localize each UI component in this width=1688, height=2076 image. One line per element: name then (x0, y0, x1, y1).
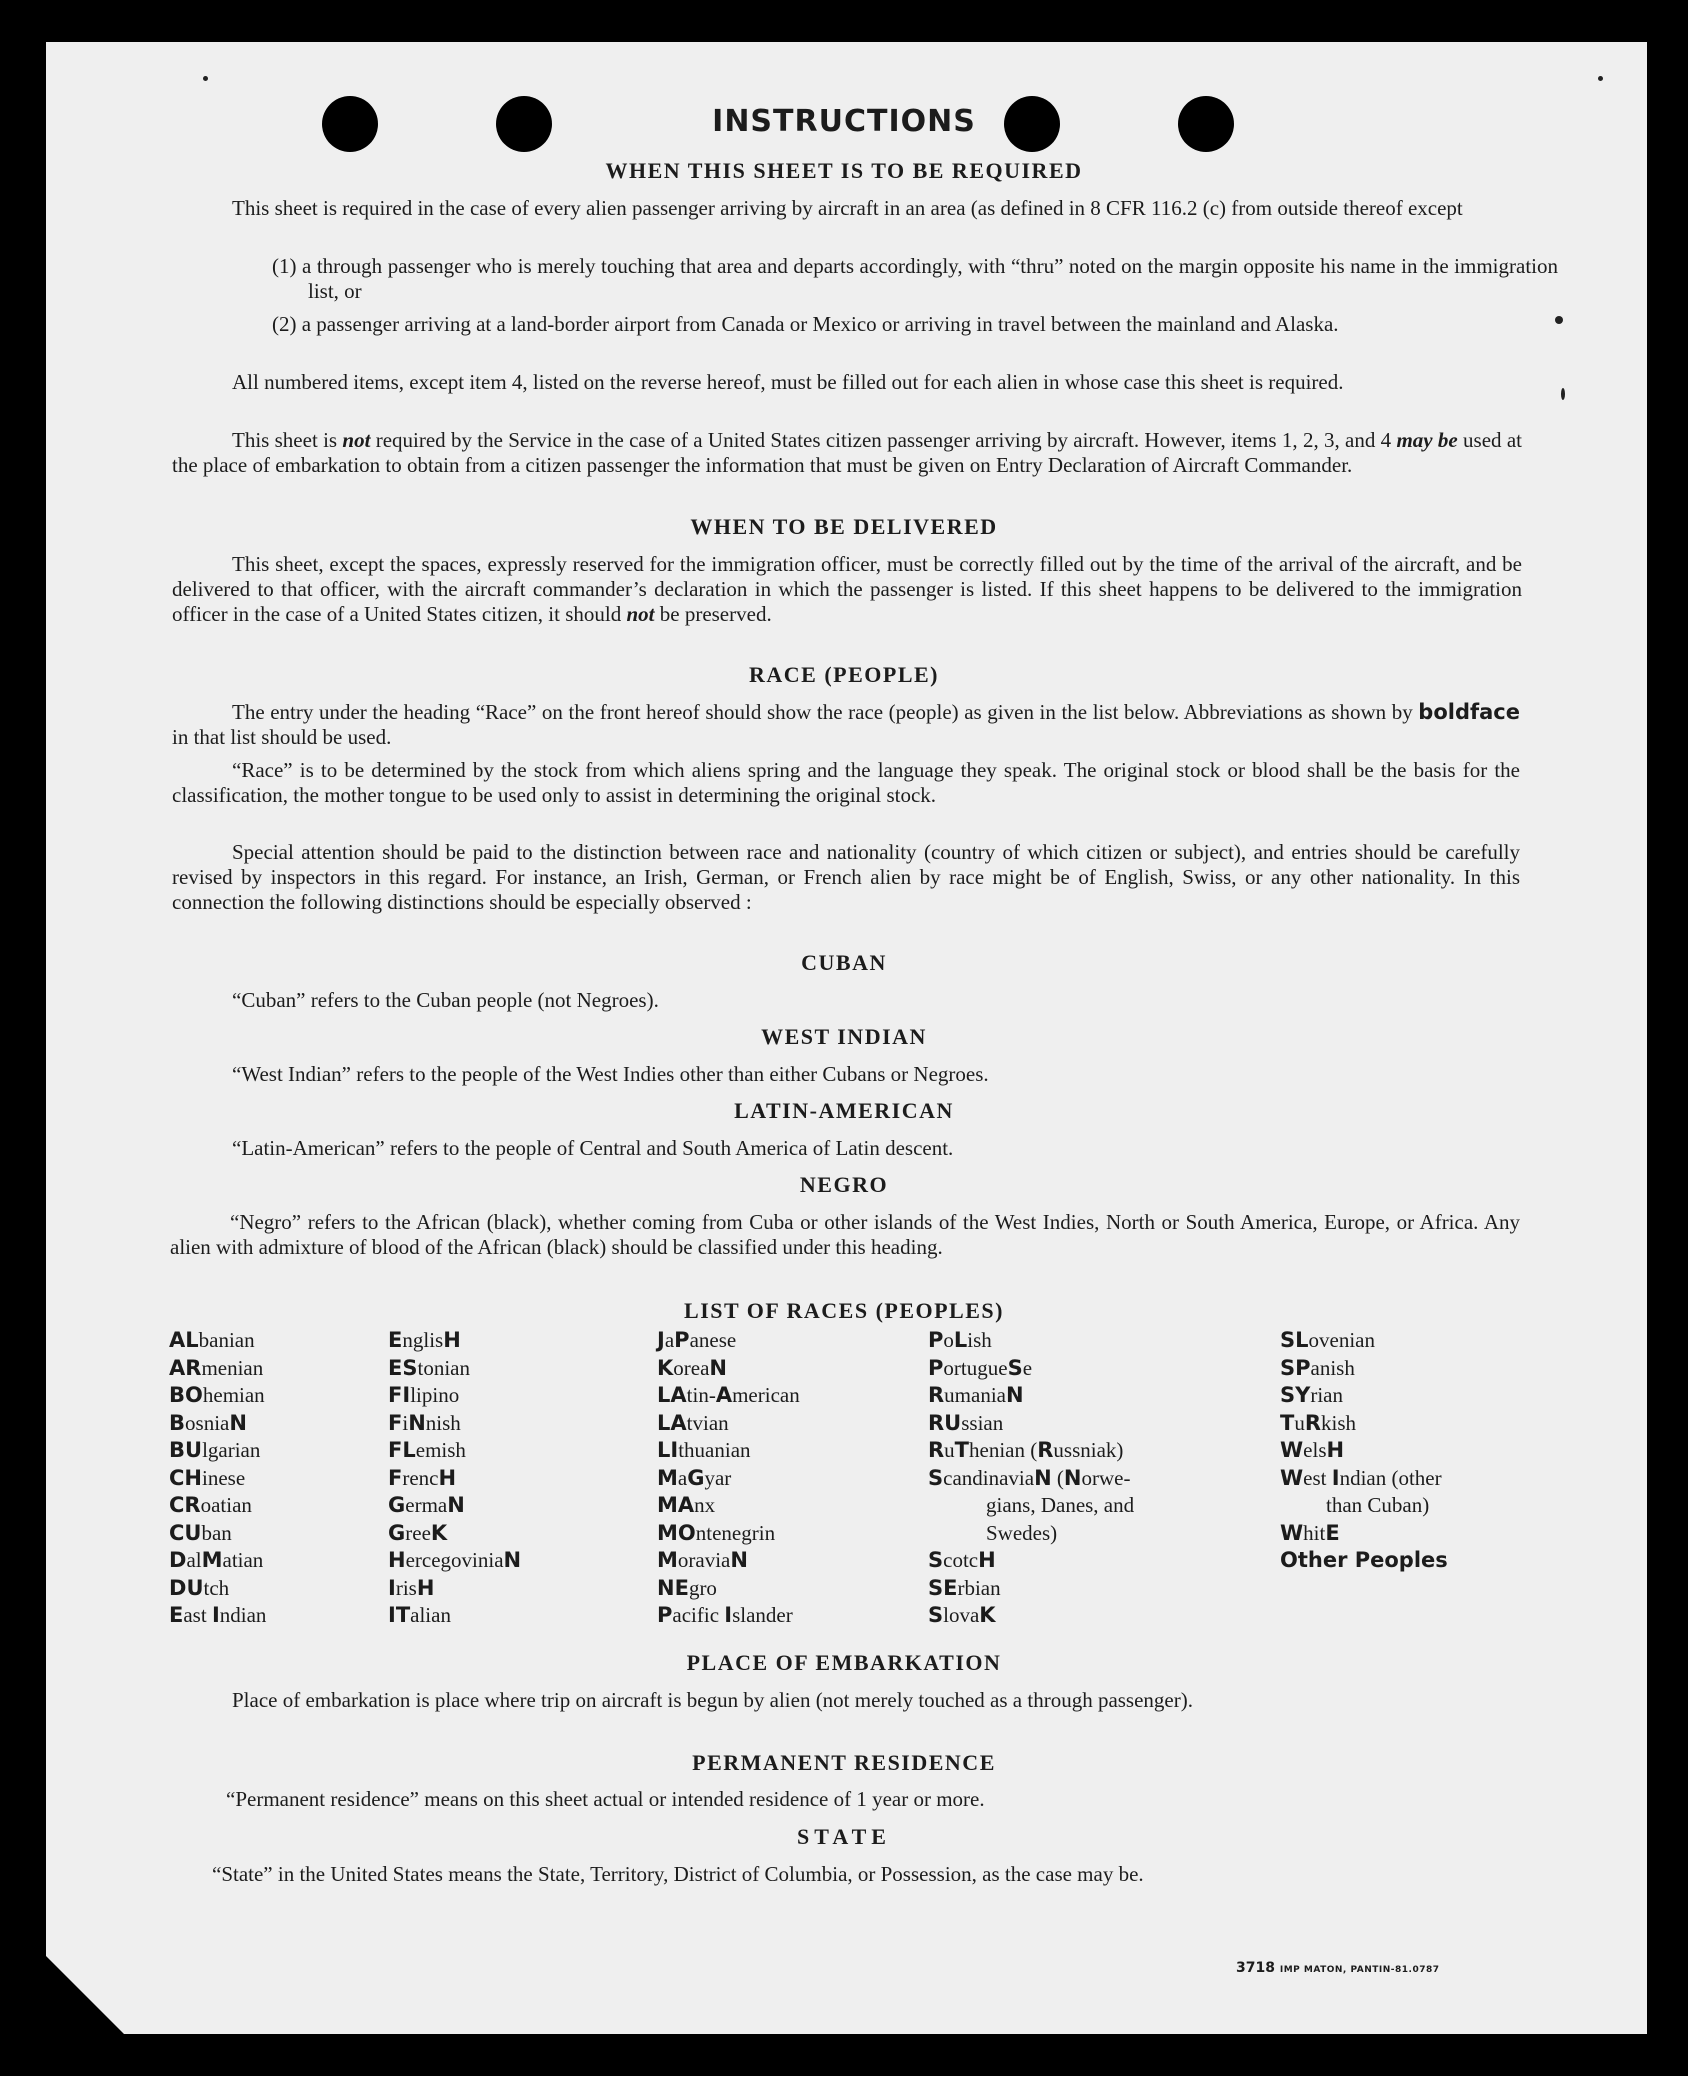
race-item: EStonian (388, 1355, 470, 1380)
race-item: ITalian (388, 1603, 451, 1627)
race-item: TuRkish (1280, 1410, 1357, 1435)
race-item: LAtin-American (657, 1383, 800, 1407)
speck (1598, 76, 1603, 81)
section-heading-required: WHEN THIS SHEET IS TO BE REQUIRED (605, 158, 1083, 183)
race-item: SErbian (928, 1575, 1001, 1600)
race-item: SPanish (1280, 1355, 1355, 1380)
speck (1561, 388, 1565, 400)
race-item: RuThenian (Russniak) (928, 1438, 1124, 1462)
race-item: East Indian (169, 1603, 267, 1627)
cuban-text: “Cuban” refers to the Cuban people (not Negroes). (232, 988, 659, 1012)
race-item: SLovenian (1280, 1328, 1375, 1352)
delivered-text: This sheet, except the spaces, expressly reserved for the immigration officer, must be correctly filled out by the time of the arrival of the aircraft, and be delivered to that officer, with the aircraft commander’s declaration in which the passenger is listed. If this sheet happens to be delivered to the immigration officer in the case of a United States citizen, it should not be preserved. (172, 552, 1522, 626)
race-item: FiNnish (388, 1410, 461, 1435)
residence-text: “Permanent residence” means on this sheet actual or intended residence of 1 year or more. (226, 1787, 985, 1811)
state-text: “State” in the United States means the State, Territory, District of Columbia, or Possession, as the case may be. (212, 1862, 1144, 1886)
race-item: CRoatian (169, 1493, 252, 1517)
race-item: DUtch (169, 1575, 230, 1600)
race-item: BOhemian (169, 1383, 265, 1407)
embarkation-text: Place of embarkation is place where trip on aircraft is begun by alien (not merely touched as a through passenger). (232, 1688, 1193, 1712)
race-item: WhitE (1280, 1520, 1340, 1545)
section-heading-cuban: CUBAN (801, 950, 887, 975)
race-item: Other Peoples (1280, 1548, 1448, 1572)
section-heading-delivered: WHEN TO BE DELIVERED (690, 514, 998, 539)
race-item: GreeK (388, 1520, 448, 1545)
latin-american-text: “Latin-American” refers to the people of Central and South America of Latin descent. (232, 1136, 954, 1160)
race-item: WelsH (1280, 1438, 1345, 1462)
race-item: Pacific Islander (657, 1603, 793, 1627)
race-item: PoLish (928, 1328, 992, 1352)
west-indian-text: “West Indian” refers to the people of the West Indies other than either Cubans or Negroes. (232, 1062, 989, 1086)
race-item: SlovaK (928, 1603, 996, 1627)
race-item: NEgro (657, 1575, 717, 1600)
race-list-column-5 (1280, 1327, 1448, 1575)
required-intro: This sheet is required in the case of every alien passenger arriving by aircraft in an area (as defined in 8 CFR 116.2 (c) from outside thereof except (232, 196, 1463, 220)
race-item: KoreaN (657, 1355, 727, 1380)
race-item: SYrian (1280, 1383, 1343, 1407)
race-item: JaPanese (657, 1328, 737, 1352)
exception-item-2: (2) a passenger arriving at a land-border airport from Canada or Mexico or arriving in travel between the mainland and Alaska. (272, 312, 1339, 336)
race-item: ARmenian (169, 1355, 264, 1380)
race-list-column-2 (388, 1327, 521, 1630)
race-item: MOntenegrin (657, 1520, 776, 1545)
numbered-items-note: All numbered items, except item 4, listed on the reverse hereof, must be filled out for each alien in whose case this sheet is required. (232, 370, 1344, 394)
race-item: LIthuanian (657, 1438, 751, 1462)
race-list-column-3 (657, 1327, 800, 1630)
section-heading-state: STATE (797, 1824, 891, 1849)
race-item: PortugueSe (928, 1355, 1033, 1380)
race-item-continued: Swedes) (986, 1520, 1058, 1545)
speck (203, 76, 208, 81)
section-heading-negro: NEGRO (799, 1172, 889, 1197)
page-title: INSTRUCTIONS (712, 104, 976, 139)
race-item: RUssian (928, 1410, 1004, 1435)
race-item: FrencH (388, 1465, 457, 1490)
race-item: ScandinaviaN (Norwe- (928, 1465, 1131, 1490)
negro-text: “Negro” refers to the African (black), whether coming from Cuba or other islands of the West Indies, North or South America, Europe, or Africa. Any alien with admixture of blood of the African (black) should be classified under this heading. (170, 1210, 1520, 1259)
race-item: DalMatian (169, 1548, 264, 1572)
race-paragraph-2: “Race” is to be determined by the stock from which aliens spring and the language they speak. The original stock or blood shall be the basis for the classification, the mother tongue to be used only to assist in determining the original stock. (172, 758, 1520, 807)
race-item: BosniaN (169, 1410, 247, 1435)
race-item: MoraviaN (657, 1548, 748, 1572)
race-item: EnglisH (388, 1328, 461, 1352)
citizen-note: This sheet is not required by the Service in the case of a United States citizen passenger arriving by aircraft. However, items 1, 2, 3, and 4 may be used at the place of embarkation to obtain from a citizen passenger the information that must be given on Entry Declaration of Aircraft Commander. (172, 428, 1522, 477)
race-item: MaGyar (657, 1465, 732, 1490)
section-heading-race: RACE (PEOPLE) (749, 662, 939, 687)
race-item: FIlipino (388, 1383, 460, 1407)
race-item: MAnx (657, 1493, 716, 1517)
race-item: IrisH (388, 1575, 435, 1600)
section-heading-embarkation: PLACE OF EMBARKATION (686, 1650, 1002, 1675)
race-item: GermaN (388, 1493, 465, 1517)
race-paragraph-1: The entry under the heading “Race” on the front hereof should show the race (people) as given in the list below. Abbreviations as shown by boldface in that list should be used. (172, 700, 1520, 749)
race-list-column-4 (928, 1327, 1134, 1630)
section-heading-residence: PERMANENT RESIDENCE (692, 1750, 996, 1775)
section-heading-list-of-races: LIST OF RACES (PEOPLES) (684, 1298, 1004, 1323)
race-item: LAtvian (657, 1410, 729, 1435)
exception-item-1: (1) a through passenger who is merely touching that area and departs accordingly, with “thru” noted on the margin opposite his name in the immigration list, or (272, 254, 1558, 303)
race-item: FLemish (388, 1438, 466, 1462)
race-item: CHinese (169, 1465, 246, 1490)
race-item-continued: than Cuban) (1326, 1493, 1430, 1517)
race-item: ALbanian (169, 1328, 255, 1352)
race-item: CUban (169, 1520, 232, 1545)
printer-imprint: 3718 IMP MATON, PANTIN-81.0787 (1236, 1960, 1440, 1976)
section-heading-latin-american: LATIN-AMERICAN (734, 1098, 954, 1123)
race-item: HercegoviniaN (388, 1548, 522, 1572)
section-heading-west-indian: WEST INDIAN (761, 1024, 927, 1049)
race-item: RumaniaN (928, 1383, 1024, 1407)
race-item: BUlgarian (169, 1438, 261, 1462)
race-paragraph-3: Special attention should be paid to the distinction between race and nationality (country of which citizen or subject), and entries should be carefully revised by inspectors in this regard. For instance, an Irish, German, or French alien by race might be of English, Swiss, or any other nationality. In this connection the following distinctions should be especially observed : (172, 840, 1520, 914)
race-item: ScotcH (928, 1548, 996, 1572)
race-list-column-1 (169, 1327, 266, 1630)
race-item-continued: gians, Danes, and (986, 1493, 1135, 1517)
race-item: West Indian (other (1280, 1465, 1442, 1490)
